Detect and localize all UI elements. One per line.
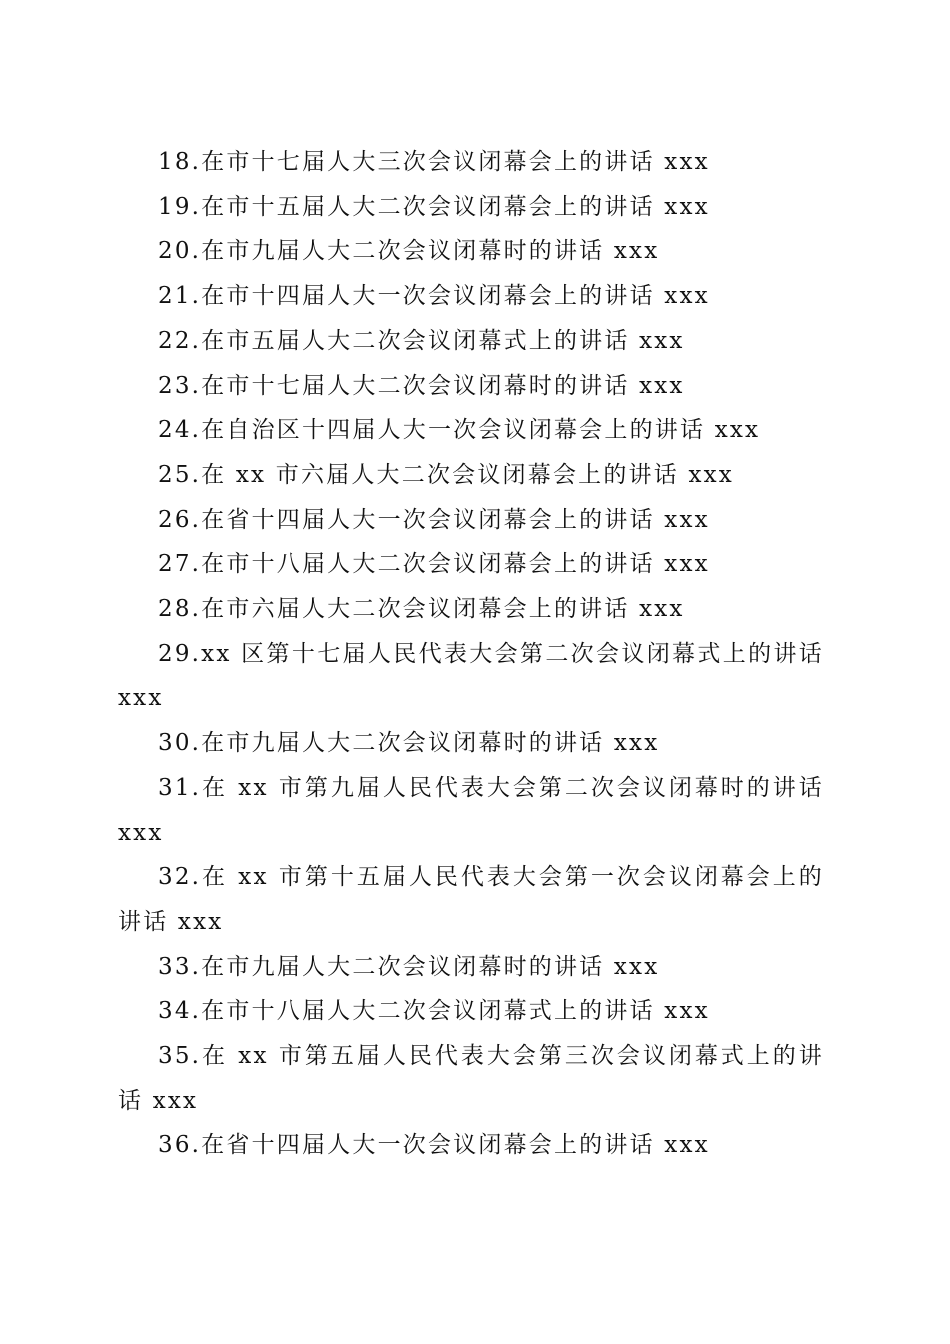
list-item: 33.在市九届人大二次会议闭幕时的讲话 xxx xyxy=(158,953,660,980)
list-item: 21.在市十四届人大一次会议闭幕会上的讲话 xxx xyxy=(158,283,710,310)
list-item: 31.在 xx 市第九届人民代表大会第二次会议闭幕时的讲话 xxx xyxy=(118,774,824,846)
list-item: 18.在市十七届人大三次会议闭幕会上的讲话 xxx xyxy=(158,149,710,175)
list-item: 29.xx 区第十七届人民代表大会第二次会议闭幕式上的讲话 xxx xyxy=(118,640,824,712)
list-item: 23.在市十七届人大二次会议闭幕时的讲话 xxx xyxy=(158,372,685,399)
list-item: 34.在市十八届人大二次会议闭幕式上的讲话 xxx xyxy=(158,998,710,1025)
list-item: 26.在省十四届人大一次会议闭幕会上的讲话 xxx xyxy=(158,506,710,533)
list-item: 20.在市九届人大二次会议闭幕时的讲话 xxx xyxy=(158,238,660,265)
list-item: 32.在 xx 市第十五届人民代表大会第一次会议闭幕会上的讲话 xxx xyxy=(118,864,824,935)
speech-list xyxy=(118,140,824,1168)
list-item: 36.在省十四届人大一次会议闭幕会上的讲话 xxx xyxy=(158,1132,710,1159)
list-item: 22.在市五届人大二次会议闭幕式上的讲话 xxx xyxy=(158,327,685,354)
list-item: 35.在 xx 市第五届人民代表大会第三次会议闭幕式上的讲话 xxx xyxy=(118,1043,824,1114)
list-item: 24.在自治区十四届人大一次会议闭幕会上的讲话 xxx xyxy=(158,417,761,444)
list-item: 19.在市十五届人大二次会议闭幕会上的讲话 xxx xyxy=(158,193,710,220)
list-item: 25.在 xx 市六届人大二次会议闭幕会上的讲话 xxx xyxy=(158,461,734,488)
list-item: 27.在市十八届人大二次会议闭幕会上的讲话 xxx xyxy=(158,551,710,578)
list-item: 30.在市九届人大二次会议闭幕时的讲话 xxx xyxy=(158,730,660,757)
list-item: 28.在市六届人大二次会议闭幕会上的讲话 xxx xyxy=(158,596,685,623)
